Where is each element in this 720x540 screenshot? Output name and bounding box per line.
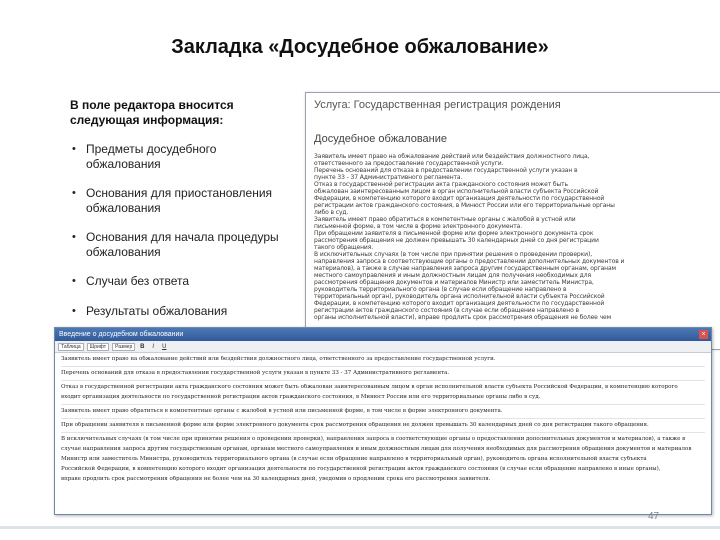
document-line: рассмотрения обращения не должен превышать 30 календарных дней со дня регистрации [314, 237, 599, 244]
paragraph-divider [61, 366, 705, 367]
paragraph-divider [61, 418, 705, 419]
size-select[interactable]: Размер [112, 343, 135, 351]
editor-paragraph: В исключительных случаях (в том числе при принятии решения о проведении проверки), направления запроса в соответствующие органы о предоставлении дополнительных документов и материалов), а также в [61, 436, 686, 442]
bullet-item: • Основания для начала процедуры обжалования [70, 230, 285, 260]
document-line: регистрации актов гражданского состояния, в Минюст России или его территориальные органы [314, 202, 615, 209]
document-line: такого обращения. [314, 244, 374, 251]
editor-window-title: Введение о досудебном обжаловании [59, 331, 184, 338]
service-title: Услуга: Государственная регистрация рождения [314, 99, 561, 111]
paragraph-divider [61, 380, 705, 381]
document-line: Заявитель имеет право обратиться в компетентные органы с жалобой в устной или [314, 216, 576, 223]
bullet-item: • Случаи без ответа [70, 274, 285, 290]
document-line: органы исполнительной власти), вправе продлить срок рассмотрения обращения не более чем [314, 314, 612, 321]
paragraph-divider [61, 432, 705, 433]
editor-paragraph: Заявитель имеет право обратиться в компетентные органы с жалобой в устной или письменной форме, в том числе в форме электронного документа. [61, 408, 503, 414]
document-line: обжалован заинтересованным лицом в орган исполнительной власти субъекта Российской [314, 188, 599, 195]
underline-button[interactable]: U [162, 343, 167, 350]
document-line: территориальный орган), руководитель органа исполнительной власти субъекта Российской [314, 293, 605, 300]
editor-paragraph: Российской Федерации, в компетенцию которого входит организация деятельности по государственной регистрации актов гражданского состояния (в случае если обращение направлено в иные органы), [61, 466, 661, 472]
info-bullet-list [70, 142, 285, 334]
footer-divider [0, 526, 720, 529]
document-line: регистрации актов гражданского состояния (в случае если обращение направлено в [314, 307, 579, 314]
style-select[interactable]: Таблица [58, 343, 84, 351]
editor-toolbar [55, 341, 711, 353]
document-line: Заявитель имеет право на обжалование действий или бездействия должностного лица, [314, 153, 590, 160]
editor-paragraph: Министр или заместитель Министра, руководитель территориального органа (в случае если обращение направлено в территориальный орган), руководитель органа исполнительной власти субъекта [61, 456, 647, 462]
font-select[interactable]: Шрифт [87, 343, 109, 351]
editor-titlebar [55, 328, 711, 341]
editor-window [54, 327, 712, 515]
intro-text: В поле редактора вносится следующая информация: [70, 98, 234, 127]
editor-paragraph: Отказ в государственной регистрации акта гражданского состояния может быть обжалован заинтересованным лицом в орган исполнительной власти субъекта Российской Федерации, в компетенцию которого [61, 384, 678, 390]
editor-content-area[interactable] [55, 354, 711, 514]
slide-title: Закладка «Досудебное обжалование» [171, 36, 549, 58]
document-preview-screenshot [305, 92, 720, 350]
document-line: При обращении заявителя в письменной форме или форме электронного документа срок [314, 230, 594, 237]
document-line: либо в суд. [314, 209, 349, 216]
bullet-item: • Результаты обжалования [70, 304, 285, 320]
document-line: руководитель территориального органа (в случае если обращение направлено в [314, 286, 567, 293]
document-line: Федерации, в компетенцию которого входит организация деятельности по государственной [314, 195, 605, 202]
editor-paragraph: входит организация деятельности по государственной регистрации актов гражданского состояния, в Минюст России или его территориальные органы либо в суд. [61, 394, 541, 400]
document-text [314, 153, 720, 321]
document-line: письменной форме, в том числе в форме электронного документа. [314, 223, 523, 230]
section-heading: Досудебное обжалование [314, 133, 448, 145]
document-line: местного самоуправления и иным должностным лицам для получения необходимых для [314, 272, 591, 279]
page-number: 47 [648, 511, 660, 522]
document-line: рассмотрения обращения документов и материалов Министр или заместитель Министра, [314, 279, 594, 286]
bullet-item: • Основания для приостановления обжалования [70, 186, 285, 216]
document-line: материалов), а также в случае направления запроса другим государственным органам, органам [314, 265, 616, 272]
editor-paragraph: вправе продлить срок рассмотрения обращения не более чем на 30 календарных дней, уведомив о продлении срока его рассмотрения заявителя. [61, 476, 491, 482]
document-line: Отказ в государственной регистрации акта гражданского состояния может быть [314, 181, 568, 188]
editor-paragraph: При обращении заявителя в письменной форме или форме электронного документа срок рассмотрения обращения не должен превышать 30 календарных дней со дня регистрации такого обращения. [61, 422, 649, 428]
document-line: направления запроса в соответствующие органы о предоставлении дополнительных документов и [314, 258, 625, 265]
document-line: Перечень оснований для отказа в предоставлении государственной услуги указан в [314, 167, 578, 174]
document-line: Федерации, в компетенцию которого входит организация деятельности по государственной [314, 300, 605, 307]
bullet-item: • Предметы досудебного обжалования [70, 142, 285, 172]
paragraph-divider [61, 404, 705, 405]
editor-paragraph: случае направления запроса другим государственным органам, органам местного самоуправления и иным должностным лицам для получения необходимых для рассмотрения обращения документов и материалов [61, 446, 692, 452]
close-icon[interactable]: × [699, 330, 708, 339]
document-line: В исключительных случаях (в том числе при принятии решения о проведении проверки), [314, 251, 592, 258]
editor-paragraph: Заявитель имеет право на обжалование действий или бездействия должностного лица, ответственного за предоставление государственной услуги. [61, 356, 496, 362]
italic-button[interactable]: I [152, 343, 155, 350]
editor-paragraph: Перечень оснований для отказа в предоставлении государственной услуги указан в пункте 33 - 37 Административного регламента. [61, 370, 450, 376]
document-line: ответственного за предоставление государственной услуги. [314, 160, 504, 167]
document-line: пункте 33 - 37 Административного регламента. [314, 174, 463, 181]
bold-button[interactable]: B [140, 343, 145, 350]
